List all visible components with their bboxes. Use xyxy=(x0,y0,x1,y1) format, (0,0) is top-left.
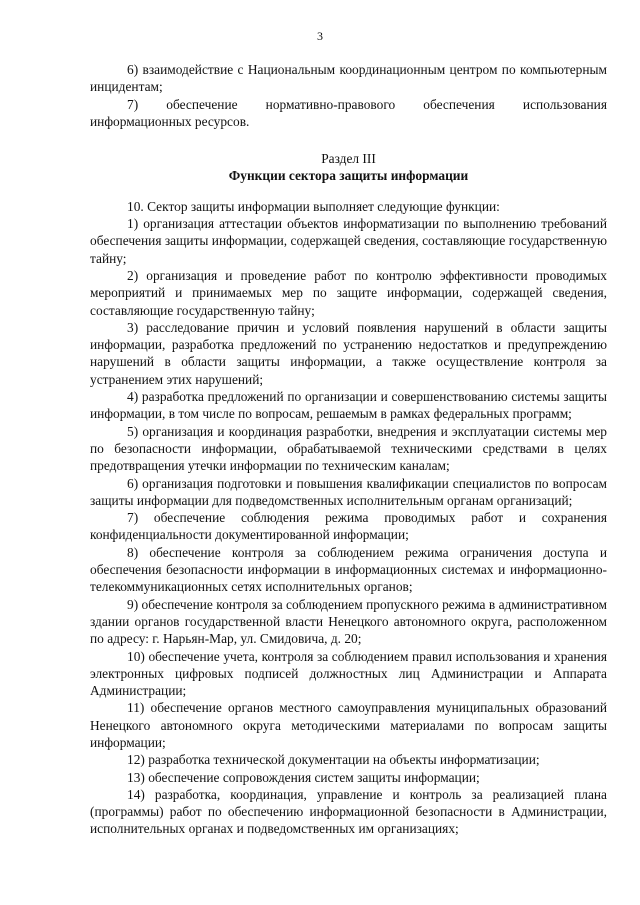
list-item: 7) обеспечение нормативно-правового обеспечения использования информационных ресурсов. xyxy=(90,96,607,129)
function-item: 2) организация и проведение работ по контролю эффективности проводимых мероприятий и принимаемых мер по защите информации, содержащей сведения, составляющие государственную тайну; xyxy=(90,267,607,318)
function-item: 1) организация аттестации объектов информатизации по выполнению требований обеспечения защиты информации, содержащей сведения, составляющие государственную тайну; xyxy=(90,216,607,266)
function-item: 9) обеспечение контроля за соблюдением пропускного режима в административном здании органов государственной власти Ненецкого автономного округа, расположенном по адресу: г. Нарьян-Мар, ул. Смидовича, д. 20; xyxy=(90,596,607,647)
function-item: 13) обеспечение сопровождения систем защиты информации; xyxy=(127,769,480,785)
section-title: Функции сектора защиты информации xyxy=(228,168,469,184)
function-item: 6) организация подготовки и повышения квалификации специалистов по вопросам защиты информации для подведомственных исполнительным органам организаций; xyxy=(90,475,607,508)
function-item: 14) разработка, координация, управление и контроль за реализацией плана (программы) работ по обеспечению информационной безопасности в Администрации, исполнительных органах и подведомственных им организациях; xyxy=(90,786,607,837)
section-intro: 10. Сектор защиты информации выполняет следующие функции: xyxy=(127,198,500,214)
function-item: 3) расследование причин и условий появления нарушений в области защиты информации, разработка предложений по устранению недостатков и предупреждению нарушений в области защиты информации, а также осуществление контроля за устранением этих нарушений; xyxy=(90,319,607,387)
function-item: 7) обеспечение соблюдения режима проводимых работ и сохранения конфиденциальности документированной информации; xyxy=(90,510,607,543)
list-item: 6) взаимодействие с Национальным координационным центром по компьютерным инцидентам; xyxy=(90,62,607,95)
document-body xyxy=(90,61,607,838)
function-item: 12) разработка технической документации на объекты информатизации; xyxy=(127,752,540,768)
function-item: 10) обеспечение учета, контроля за соблюдением правил использования и хранения электронных цифровых подписей должностных лиц Администрации и Аппарата Администрации; xyxy=(90,648,607,699)
function-item: 11) обеспечение органов местного самоуправления муниципальных образований Ненецкого автономного округа методическими материалами по вопросам защиты информации; xyxy=(90,700,607,750)
section-number: Раздел III xyxy=(321,151,376,167)
function-item: 5) организация и координация разработки, внедрения и эксплуатации системы мер по безопасности информации, обрабатываемой техническими средствами в целях предотвращения утечки информации по техническим каналам; xyxy=(90,423,607,474)
function-item: 4) разработка предложений по организации и совершенствованию системы защиты информации, в том числе по вопросам, решаемым в рамках федеральных программ; xyxy=(90,389,607,422)
page-number: 3 xyxy=(317,29,323,43)
function-item: 8) обеспечение контроля за соблюдением режима ограничения доступа и обеспечения безопасности информации в информационных системах и информационно-телекоммуникационных сетях исполнительных органов; xyxy=(90,544,607,595)
